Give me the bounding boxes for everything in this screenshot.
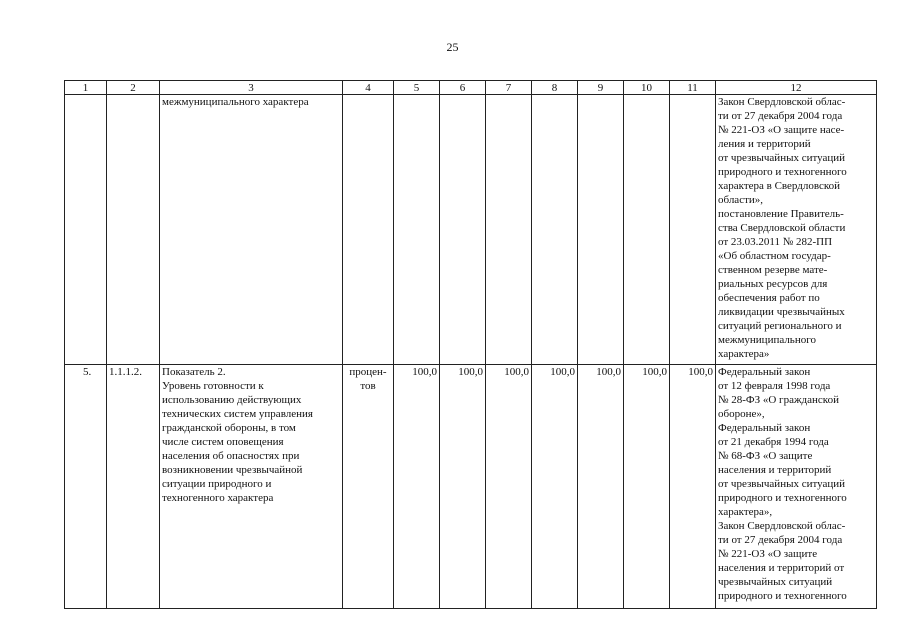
cell-value: 100,0 [486,365,532,609]
cell-value: 100,0 [578,365,624,609]
column-header: 6 [440,81,486,95]
cell-value: 100,0 [394,365,440,609]
column-header: 10 [624,81,670,95]
cell-unit [343,95,394,365]
column-header: 7 [486,81,532,95]
cell-value [440,95,486,365]
table-row [65,365,877,609]
cell-value [394,95,440,365]
cell-value: 100,0 [670,365,716,609]
column-header: 1 [65,81,107,95]
cell-number [65,95,107,365]
column-header: 2 [107,81,160,95]
cell-indicator: Показатель 2. Уровень готовности к использованию действующих технических систем управления гражданской обороны, в том числе систем оповещения населения об опасностях при возникновении чрезвычайной ситуации природного и техногенного характера [160,365,343,609]
column-header: 11 [670,81,716,95]
table-row [65,95,877,365]
cell-number: 5. [65,365,107,609]
cell-value [624,95,670,365]
cell-value [670,95,716,365]
column-header: 5 [394,81,440,95]
page-number: 25 [446,40,459,54]
cell-value: 100,0 [440,365,486,609]
cell-legal-basis: Федеральный закон от 12 февраля 1998 года № 28-ФЗ «О гражданской обороне», Федеральный закон от 21 декабря 1994 года № 68-ФЗ «О защите населения и территорий от чрезвычайных ситуаций природного и техногенного характера», Закон Свердловской облас- ти от 27 декабря 2004 года № 221-ОЗ «О защите населения и территорий от чрезвычайных ситуаций природного и техногенного [716,365,877,609]
column-header: 4 [343,81,394,95]
cell-indicator: межмуниципального характера [160,95,343,365]
column-header: 12 [716,81,877,95]
cell-legal-basis: Закон Свердловской облас- ти от 27 декабря 2004 года № 221-ОЗ «О защите насе- ления и территорий от чрезвычайных ситуаций природного и техногенного характера в Свердловской области», постановление Правитель- ства Свердловской области от 23.03.2011 № 282-ПП «Об областном государ- ственном резерве мате- риальных ресурсов для обеспечения работ по ликвидации чрезвычайных ситуаций регионального и межмуниципального характера» [716,95,877,365]
cell-value [486,95,532,365]
column-header: 9 [578,81,624,95]
cell-value: 100,0 [624,365,670,609]
cell-code [107,95,160,365]
cell-value [578,95,624,365]
cell-value [532,95,578,365]
table-header-row [65,81,877,95]
column-header: 8 [532,81,578,95]
column-header: 3 [160,81,343,95]
document-table [64,80,877,609]
cell-value: 100,0 [532,365,578,609]
cell-code: 1.1.1.2. [107,365,160,609]
cell-unit: процен- тов [343,365,394,609]
